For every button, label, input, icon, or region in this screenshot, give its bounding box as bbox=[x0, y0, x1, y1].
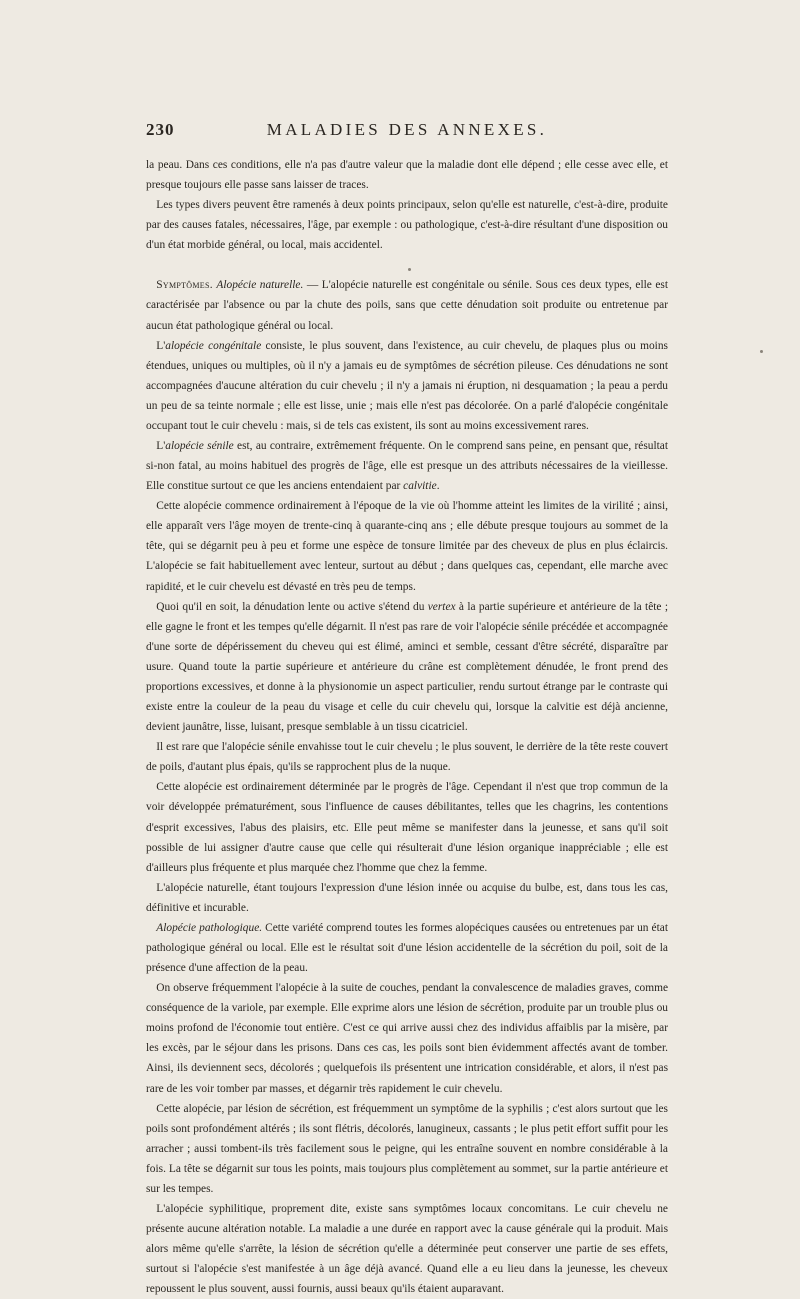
paragraph: Les types divers peuvent être ramenés à deux points principaux, selon qu'elle est naturelle, c'est-à-dire, produite par des causes fatales, nécessaires, l'âge, par exemple : ou pathologique, c'est-à-dire résultant d'une disposition ou d'un état morbide général, ou local, mais accidentel. bbox=[146, 199, 668, 252]
paragraph-pathologique bbox=[146, 918, 668, 978]
paragraph-vertex: Quoi qu'il en soit, la dénudation lente ou active s'étend du vertex à la partie supérieure et antérieure de la tête ; elle gagne le front et les tempes qu'elle dégarnit. Il n'est pas rare de voir l'alopécie sénile précédée et accompagnée d'une sorte de dépérissement du cheveu qui est élimé, aminci et semble, cessant d'être sécrété, disparaître par usure. Quand toute la partie supérieure et antérieure du crâne est complètement dénudée, le front prend des proportions excessives, et donne à la physionomie un aspect particulier, rendu surtout étrange par le contraste qui existe entre la couleur de la peau du visage et celle du cuir chevelu qui, lorsque la calvitie est déjà ancienne, devient jaunâtre, lisse, luisant, presque semblable à un tissu cicatriciel. bbox=[146, 600, 668, 734]
paragraph: Cette alopécie est ordinairement déterminée par le progrès de l'âge. Cependant il n'est que trop commun de la voir développée prématurément, sous l'influence de causes débilitantes, telles que les chagrins, les contentions d'esprit excessives, l'abus des plaisirs, etc. Elle peut même se manifester dans la jeunesse, et sans qu'il soit possible de lui assigner d'autre cause que celle qui résulterait d'une lésion organique inappréciable ; elle est d'ailleurs plus fréquente et plus marquée chez l'homme que chez la femme. bbox=[146, 781, 668, 874]
term: vertex bbox=[427, 600, 456, 613]
term: calvitie bbox=[403, 480, 437, 493]
paper-speck bbox=[408, 268, 411, 271]
page-header bbox=[146, 120, 668, 144]
running-title: MALADIES DES ANNEXES. bbox=[266, 120, 548, 139]
paragraph: L'alopécie syphilitique, proprement dite, existe sans symptômes locaux concomitans. Le cuir chevelu ne présente aucune altération notable. La maladie a une durée en rapport avec la cause générale qui la produit. Mais alors même qu'elle s'arrête, la lésion de sécrétion qu'elle a déterminée peut conserver une partie de ses effets, surtout si l'alopécie s'est manifestée à un âge déjà avancé. Quand elle a eu lieu dans la jeunesse, les cheveux repoussent le plus souvent, aussi fournis, aussi beaux qu'ils étaient auparavant. bbox=[146, 1202, 668, 1296]
paragraph: la peau. Dans ces conditions, elle n'a pas d'autre valeur que la maladie dont elle dépend ; elle cesse avec elle, et presque toujours elle passe sans laisser de traces. bbox=[146, 159, 668, 192]
paragraph-text: — L'alopécie naturelle est congénitale ou sénile. Sous ces deux types, elle est caractérisée par l'absence ou par la chute des poils, sans que cette dénudation soit produite ou entretenue par aucun état pathologique général ou local. bbox=[146, 279, 668, 332]
paragraph-text: Cette variété comprend toutes les formes alopéciques causées ou entretenues par un état pathologique général ou local. Elle est le résultat soit d'une lésion accidentelle de la sécrétion du poil, soit de la présence d'une affection de la peau. bbox=[146, 921, 668, 975]
paragraph: Cette alopécie commence ordinairement à l'époque de la vie où l'homme atteint les limites de la virilité ; ainsi, elle apparaît vers l'âge moyen de trente-cinq à quarante-cinq ans ; elle débute presque toujours au sommet de la tête, qui se dégarnit peu à peu et forme une espèce de tonsure limitée par des cheveux de plus en plus éclaircis. L'alopécie se fait habituellement avec lenteur, surtout au début ; dans quelques cas, cependant, elle marche avec rapidité, et le cuir chevelu est dévasté en très peu de temps. bbox=[146, 500, 668, 593]
section-heading: Alopécie naturelle. bbox=[216, 279, 304, 292]
paper-speck bbox=[760, 350, 763, 353]
paragraph-senile: L'alopécie sénile est, au contraire, extrêmement fréquente. On le comprend sans peine, en pensant que, résultat si-non fatal, au moins habituel des progrès de l'âge, elle est presque un des attributs nécessaires de la vieillesse. Elle constitue surtout ce que les anciens entendaient par calvitie. bbox=[146, 440, 668, 493]
paragraph: On observe fréquemment l'alopécie à la suite de couches, pendant la convalescence de maladies graves, comme conséquence de la variole, par exemple. Elle exprime alors une lésion de sécrétion, produite par un trouble plus ou moins profond de l'économie tout entière. C'est ce qui arrive aussi chez des individus affaiblis par la misère, par les excès, par le séjour dans les prisons. Dans ces cas, les poils sont bien évidemment affectés avant de tomber. Ainsi, ils deviennent secs, décolorés ; quelquefois ils présentent une intrication considérable, et alors, il n'est pas rare de les voir tomber par masses, et dégarnir très rapidement le cuir chevelu. bbox=[146, 982, 668, 1095]
page-number: 230 bbox=[146, 120, 175, 139]
section-label: Symptômes. bbox=[156, 279, 213, 292]
paragraph-symptomes bbox=[146, 275, 668, 335]
paragraph-text: consiste, le plus souvent, dans l'existence, au cuir chevelu, de plaques plus ou moins étendues, uniques ou multiples, où il n'y a jamais eu de symptômes de sécrétion pileuse. Ces dénudations ne sont accompagnées d'aucune altération du cuir chevelu ; il n'y a jamais ni éruption, ni desquamation ; la peau a perdu un peu de sa teinte normale ; elle est lisse, unie ; mais elle n'est pas décolorée. On a parlé d'alopécie congénitale occupant tout le cuir chevelu : mais, si de tels cas existent, ils sont au moins excessivement rares. bbox=[146, 339, 668, 432]
term: alopécie congénitale bbox=[165, 339, 262, 352]
term: alopécie sénile bbox=[165, 440, 234, 453]
paragraph: Il est rare que l'alopécie sénile envahisse tout le cuir chevelu ; le plus souvent, le derrière de la tête reste couvert de poils, d'autant plus épais, qu'ils se rapprochent plus de la nuque. bbox=[146, 741, 668, 774]
paragraph-congenitale: L'alopécie congénitale consiste, le plus souvent, dans l'existence, au cuir chevelu, de plaques plus ou moins étendues, uniques ou multiples, où il n'y a jamais eu de symptômes de sécrétion pileuse. Ces dénudations ne sont accompagnées d'aucune altération du cuir chevelu ; il n'y a jamais ni éruption, ni desquamation ; la peau a perdu un peu de sa teinte normale ; elle est lisse, unie ; mais elle n'est pas décolorée. On a parlé d'alopécie congénitale occupant tout le cuir chevelu : mais, si de tels cas existent, ils sont au moins excessivement rares. bbox=[146, 339, 668, 432]
paragraph: L'alopécie naturelle, étant toujours l'expression d'une lésion innée ou acquise du bulbe, est, dans tous les cas, définitive et incurable. bbox=[146, 881, 668, 914]
paragraph: Cette alopécie, par lésion de sécrétion, est fréquemment un symptôme de la syphilis ; c'est alors surtout que les poils sont profondément altérés ; ils sont flétris, décolorés, lanugineux, cassants ; le plus petit effort suffit pour les arracher ; aussi tombent-ils très facilement sous le peigne, qui les entraîne souvent en nombre considérable à la fois. La tête se dégarnit sur tous les points, mais toujours plus complètement au sommet, sur la partie antérieure et sur les tempes. bbox=[146, 1102, 668, 1195]
body-text bbox=[146, 155, 668, 1299]
section-heading: Alopécie pathologique. bbox=[156, 921, 263, 934]
paragraph-text: est, au contraire, extrêmement fréquente. On le comprend sans peine, en pensant que, résultat si-non fatal, au moins habituel des progrès de l'âge, elle est presque un des attributs nécessaires de la vieillesse. Elle constitue surtout ce que les anciens entendaient par bbox=[146, 440, 668, 493]
